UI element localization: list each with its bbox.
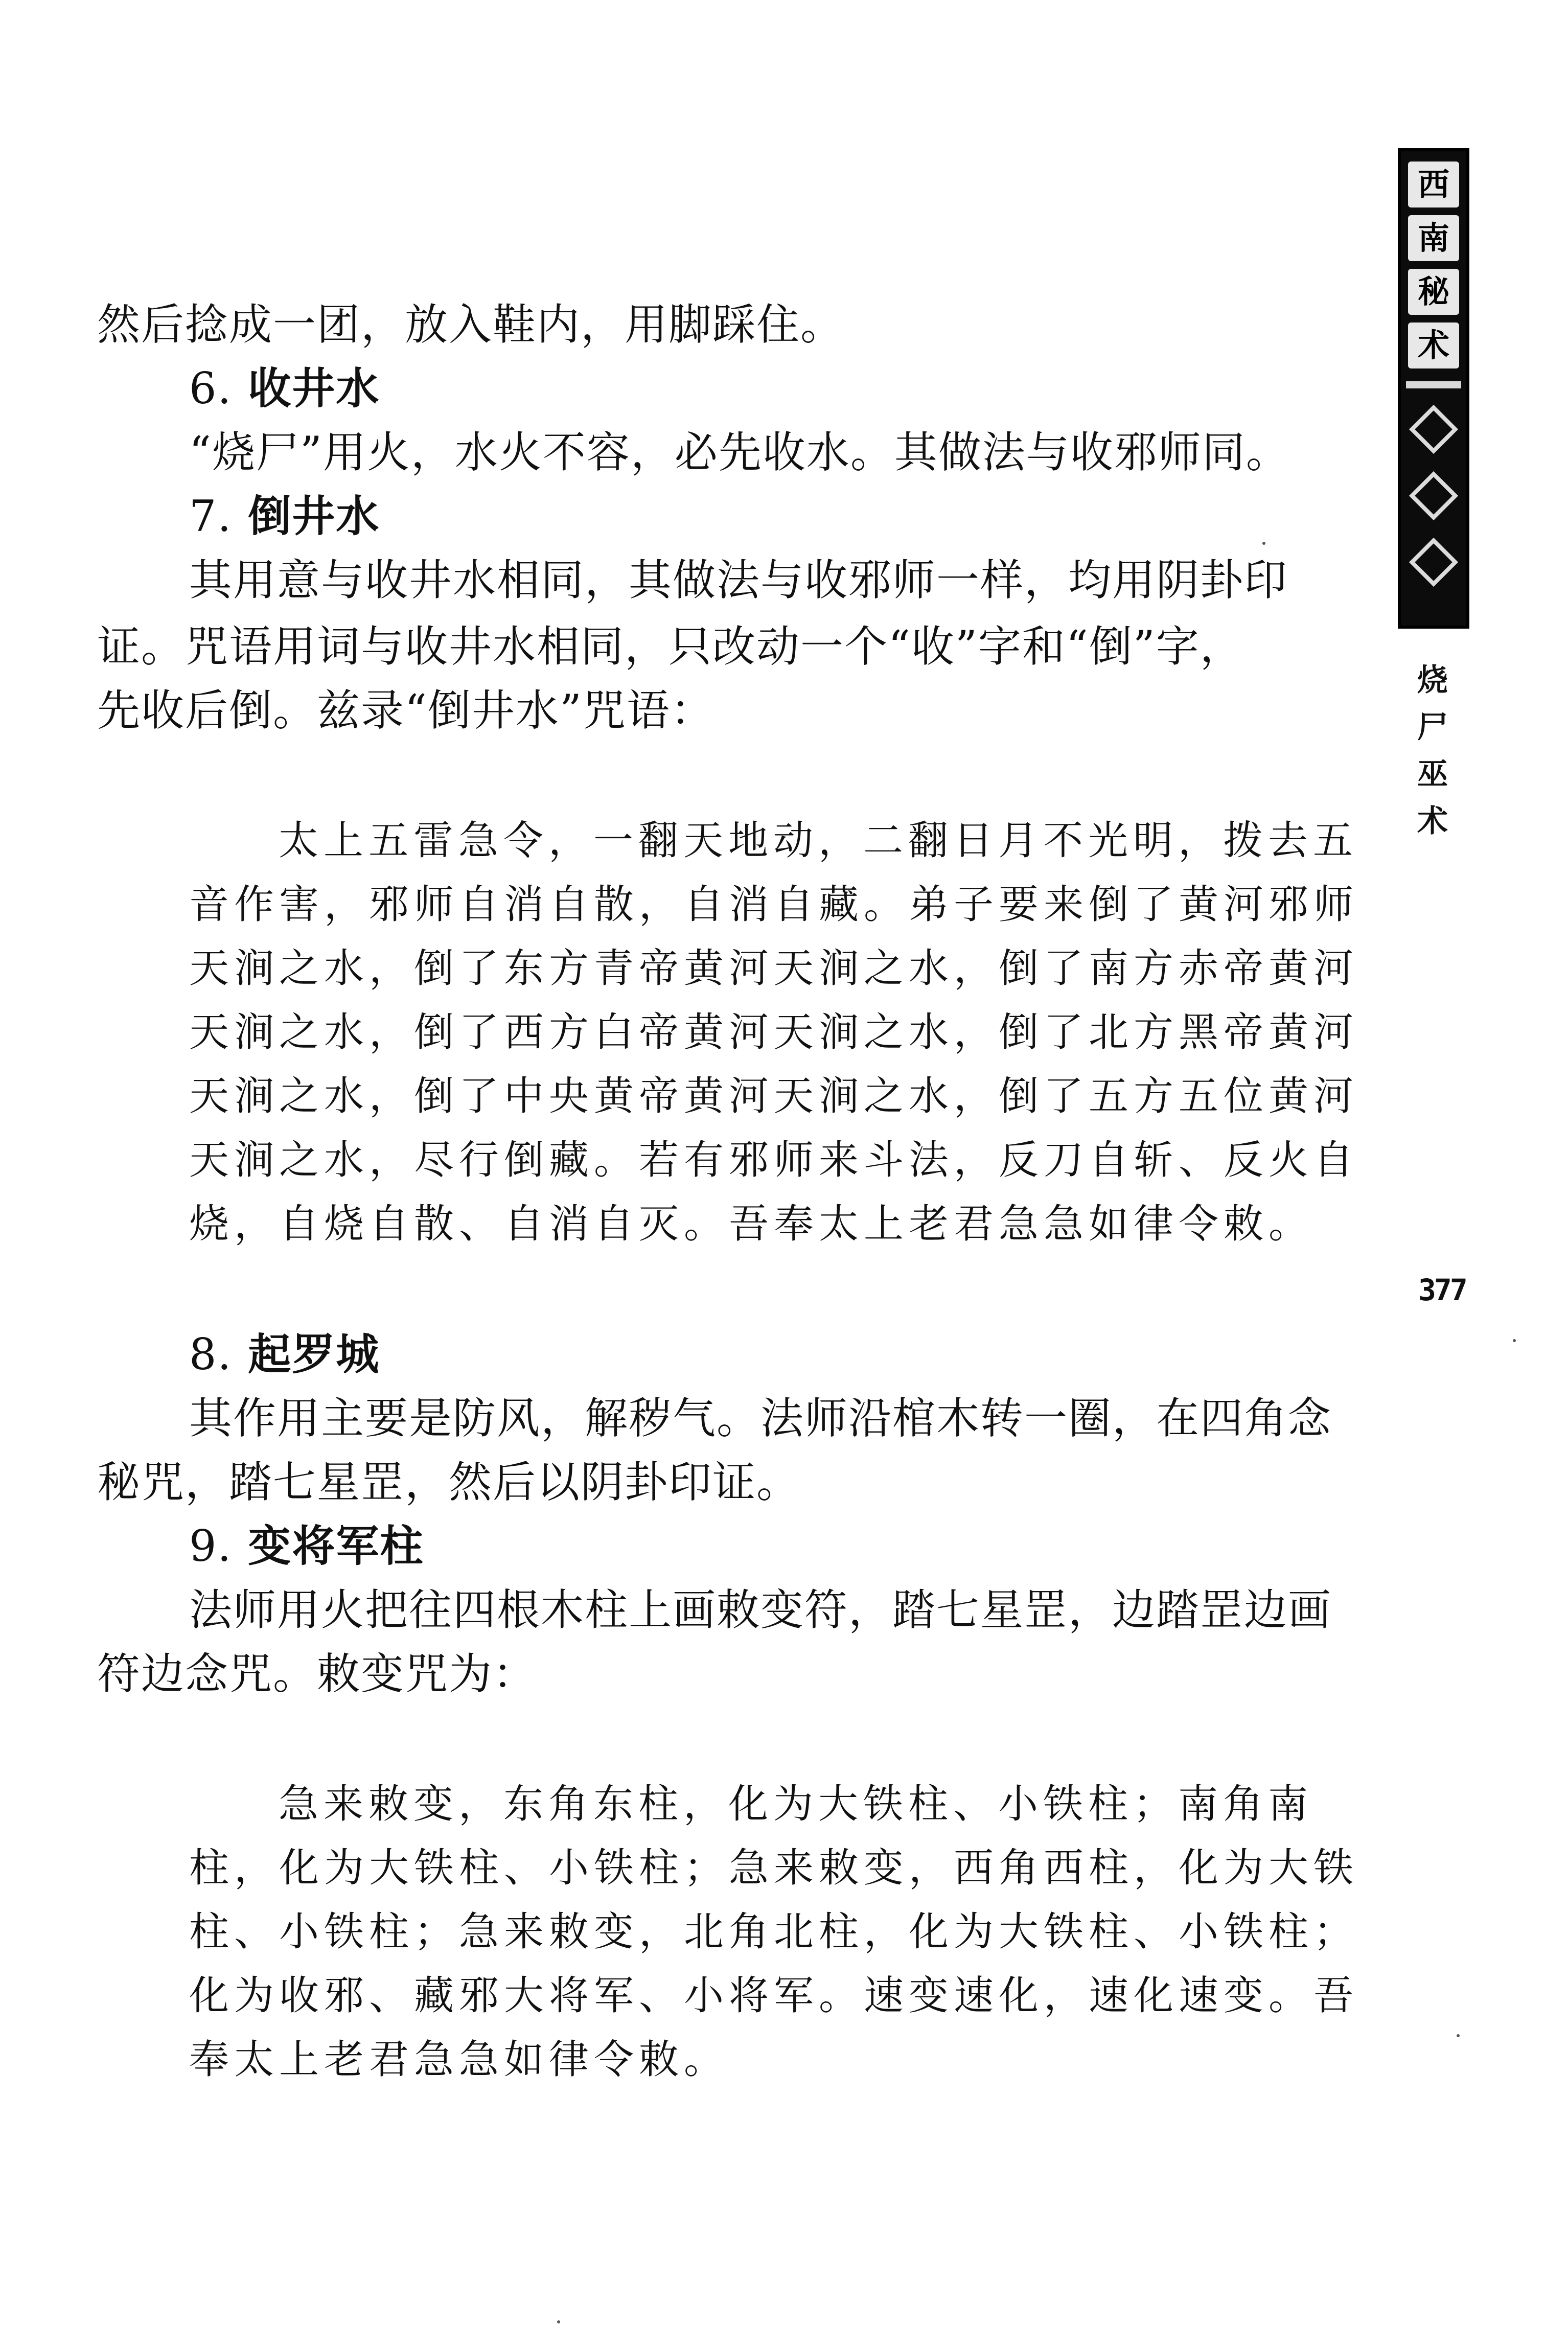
body-line: 法师用火把往四根木柱上画敕变符，踏七星罡，边踏罡边画 — [189, 1585, 1332, 1635]
section-heading-7 — [189, 486, 1405, 547]
heading-text: 变将军柱 — [248, 1521, 424, 1571]
incantation-line: 柱、小铁柱；急来敕变，北角北柱，化为大铁柱、小铁柱； — [189, 1909, 1359, 1955]
running-head-char-3: 巫 — [1417, 756, 1448, 792]
incantation-line: 奉太上老君急急如律令敕。 — [189, 2037, 729, 2083]
heading-number: 8. — [189, 1329, 233, 1379]
body-line: 其作用主要是防风，解秽气。法师沿棺木转一圈，在四角念 — [189, 1393, 1332, 1443]
body-line: 先收后倒。兹录“倒井水”咒语： — [97, 685, 714, 735]
incantation-line: 天涧之水，倒了西方白帝黄河天涧之水，倒了北方黑帝黄河 — [189, 1009, 1359, 1055]
scan-speck — [1457, 2034, 1460, 2037]
incantation-line: 烧，自烧自散、自消自灭。吾奉太上老君急急如律令敕。 — [189, 1201, 1314, 1247]
running-head-char-2: 尸 — [1417, 709, 1448, 745]
scan-speck — [557, 2320, 560, 2323]
body-line: 然后捻成一团，放入鞋内，用脚踩住。 — [97, 299, 845, 350]
chapter-ornament — [1398, 148, 1469, 629]
ornament-bar — [1406, 381, 1461, 388]
running-head-char-1: 烧 — [1417, 662, 1448, 698]
incantation-line: 音作害，邪师自消自散，自消自藏。弟子要来倒了黄河邪师 — [189, 882, 1359, 928]
heading-text: 倒井水 — [248, 491, 380, 541]
ornament-glyph-4: 术 — [1408, 322, 1459, 368]
incantation-line: 天涧之水，倒了中央黄帝黄河天涧之水，倒了五方五位黄河 — [189, 1073, 1359, 1119]
ornament-diamond-2 — [1409, 471, 1458, 520]
body-line: “烧尸”用火，水火不容，必先收水。其做法与收邪师同。 — [189, 427, 1290, 477]
heading-text: 起罗城 — [248, 1329, 380, 1379]
section-heading-6 — [189, 358, 1405, 419]
scan-speck — [1262, 542, 1265, 545]
incantation-line: 化为收邪、藏邪大将军、小将军。速变速化，速化速变。吾 — [189, 1973, 1359, 2019]
ornament-glyph-3: 秘 — [1408, 269, 1459, 315]
section-heading-8 — [189, 1324, 1405, 1385]
heading-number: 6. — [189, 363, 233, 413]
ornament-diamond-1 — [1409, 405, 1458, 454]
incantation-line: 急来敕变，东角东柱，化为大铁柱、小铁柱；南角南 — [279, 1781, 1313, 1827]
incantation-line: 天涧之水，倒了东方青帝黄河天涧之水，倒了南方赤帝黄河 — [189, 946, 1359, 992]
ornament-glyph-1: 西 — [1408, 162, 1459, 208]
heading-text: 收井水 — [248, 363, 380, 413]
page-number: 377 — [1418, 1273, 1466, 1307]
heading-number: 7. — [189, 491, 233, 541]
incantation-line: 天涧之水，尽行倒藏。若有邪师来斗法，反刀自斩、反火自 — [189, 1137, 1359, 1183]
body-line: 符边念咒。敕变咒为： — [97, 1649, 537, 1699]
running-head-vertical — [1415, 657, 1450, 845]
body-line: 秘咒，踏七星罡，然后以阴卦印证。 — [97, 1457, 801, 1507]
ornament-diamond-3 — [1409, 538, 1458, 587]
ornament-glyph-2: 南 — [1408, 215, 1459, 261]
incantation-line: 柱，化为大铁柱、小铁柱；急来敕变，西角西柱，化为大铁 — [189, 1845, 1359, 1891]
running-head-char-4: 术 — [1417, 803, 1448, 839]
body-line: 证。咒语用词与收井水相同，只改动一个“收”字和“倒”字， — [97, 621, 1244, 672]
heading-number: 9. — [189, 1521, 233, 1571]
incantation-line: 太上五雷急令，一翻天地动，二翻日月不光明，拨去五 — [279, 818, 1358, 864]
scan-speck — [1513, 1339, 1516, 1342]
section-heading-9 — [189, 1515, 1405, 1577]
body-line: 其用意与收井水相同，其做法与收邪师一样，均用阴卦印 — [189, 555, 1288, 605]
